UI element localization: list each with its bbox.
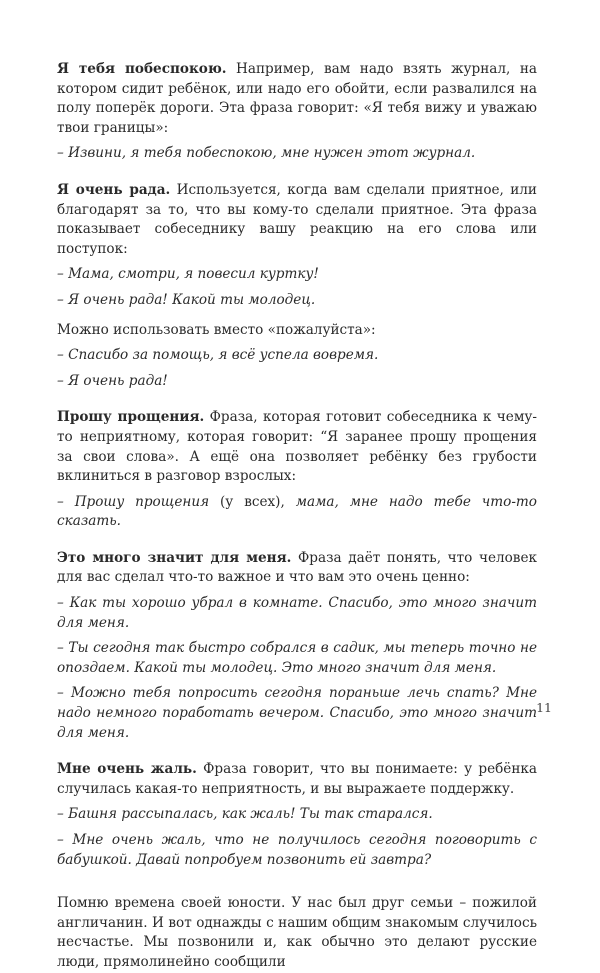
- page-number: 11: [536, 700, 552, 715]
- example-line: – Ты сегодня так быстро собрался в садик, мы теперь точно не опоздаем. Какой ты молодец. Это много значит для меня.: [57, 640, 537, 676]
- example-line: – Как ты хорошо убрал в комнате. Спасибо, это много значит для меня.: [57, 595, 537, 631]
- closing-text: Помню времена своей юности. У нас был друг семьи – пожилой англичанин. И вот однажды с нашим общим знакомым случилось несчастье. Мы позвонили и, как обычно это делают русские люди, прямолинейно сообщили: [57, 895, 537, 970]
- page-content: [57, 60, 537, 973]
- phrase-section: [57, 181, 537, 391]
- phrase-term: Это много значит для меня.: [57, 549, 292, 566]
- example-aside: (у всех),: [209, 493, 296, 510]
- phrase-term: Мне очень жаль.: [57, 761, 197, 778]
- phrase-section: [57, 408, 537, 532]
- phrase-section: [57, 549, 537, 743]
- example-line: [57, 493, 537, 532]
- example-line: – Можно тебя попросить сегодня пораньше лечь спать? Мне надо немного поработать вечером. Спасибо, это много значит для меня.: [57, 685, 537, 741]
- example-line: – Мне очень жаль, что не получилось сегодня поговорить с бабушкой. Давай попробуем позвонить ей завтра?: [57, 832, 537, 868]
- phrase-explanation: Например, вам надо взять журнал, на котором сидит ребёнок, или надо его обойти, если развалился на полу поперёк дороги. Эта фраза говорит: «Я тебя вижу и уважаю твои границы»:: [57, 61, 537, 136]
- phrase-explanation: Используется, когда вам сделали приятное, или благодарят за то, что вы кому-то сделали приятное. Эта фраза показывает собеседнику вашу реакцию на его слова или поступок:: [57, 181, 537, 257]
- phrase-explanation: Фраза говорит, что вы понимаете: у ребёнка случилась какая-то неприятность, и вы выражаете поддержку.: [57, 761, 538, 797]
- example-line: – Спасибо за помощь, я всё успела вовремя.: [57, 347, 379, 364]
- phrase-explanation: Фраза даёт понять, что человек для вас сделал что-то важное и что вам это очень ценно:: [57, 549, 537, 586]
- phrase-description: [57, 60, 537, 138]
- phrase-description: [57, 760, 537, 799]
- phrase-term: Я тебя побеспокою.: [57, 61, 227, 77]
- example-line: – Башня рассыпалась, как жаль! Ты так старался.: [57, 806, 433, 823]
- example-line: – Я очень рада!: [57, 372, 168, 389]
- phrase-term: Прошу прощения.: [57, 409, 205, 426]
- example-line: – Извини, я тебя побеспокою, мне нужен этот журнал.: [57, 145, 476, 162]
- closing-paragraph: [57, 894, 537, 972]
- example-line: – Мама, смотри, я повесил куртку!: [57, 266, 319, 283]
- phrase-section: [57, 60, 537, 164]
- phrase-description: [57, 549, 537, 588]
- phrase-description: [57, 181, 537, 259]
- example-line: – Я очень рада! Какой ты молодец.: [57, 291, 316, 308]
- usage-note: Можно использовать вместо «пожалуйста»:: [57, 321, 376, 338]
- phrase-description: [57, 408, 537, 486]
- phrase-section: [57, 760, 537, 870]
- phrase-explanation: Фраза, которая готовит собеседника к чему-то неприятному, которая говорит: “Я заранее прошу прощения за свои слова». А ещё она позволяет ребёнку без грубости вклиниться в разговор взрослых:: [57, 409, 537, 485]
- example-start: – Прошу прощения: [57, 493, 210, 510]
- example-end: мама, мне надо тебе что-то сказать.: [57, 493, 537, 530]
- phrase-term: Я очень рада.: [57, 181, 171, 198]
